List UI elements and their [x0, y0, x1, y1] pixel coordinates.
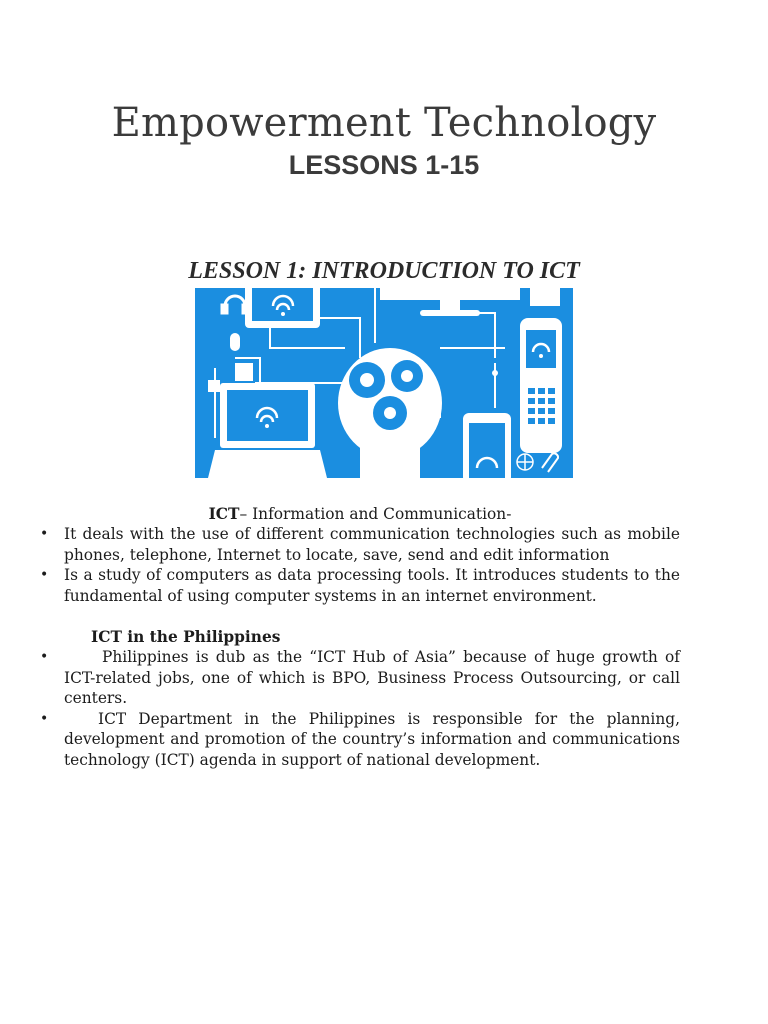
mobile-phone-icon: [520, 318, 562, 453]
list-item-text: Philippines is dub as the “ICT Hub of Asia” because of huge growth of ICT-related jobs, one of which is BPO, Business Process Outsourcing, or call centers.: [64, 648, 680, 707]
ict-illustration: [195, 288, 573, 478]
section-heading: ICT in the Philippines: [91, 628, 281, 646]
list-item: [40, 565, 680, 606]
list-item: [40, 524, 680, 565]
page-subtitle: LESSONS 1-15: [288, 150, 480, 180]
list-item: [40, 647, 680, 709]
lesson-heading: LESSON 1: INTRODUCTION TO ICT: [188, 258, 580, 284]
list-item-text: Is a study of computers as data processing tools. It introduces students to the fundamental of using computer systems in an internet environment.: [64, 566, 680, 605]
bullet-symbol: •: [40, 649, 49, 665]
page-title: Empowerment Technology: [111, 100, 657, 146]
bullet-symbol: •: [40, 526, 49, 542]
definition-text: – Information and Communication-: [239, 505, 512, 523]
philippines-bullet-list: [40, 647, 680, 770]
monitor-icon: [245, 288, 320, 328]
list-item: [40, 709, 680, 771]
list-item-text: It deals with the use of different communication technologies such as mobile phones, telephone, Internet to locate, save, send and edit information: [64, 525, 680, 564]
bullet-symbol: •: [40, 710, 49, 727]
ict-definition: [40, 504, 680, 525]
list-item-text: ICT Department in the Philippines is responsible for the planning, development and promotion of the country’s information and communications technology (ICT) agenda in support of national development.: [64, 709, 680, 769]
smartphone-icon: [463, 413, 511, 478]
bullet-symbol: •: [40, 567, 49, 583]
laptop-icon: [208, 383, 327, 478]
definition-term: ICT: [208, 505, 240, 523]
globe-icon: [517, 454, 533, 470]
intro-bullet-list: [40, 524, 680, 606]
